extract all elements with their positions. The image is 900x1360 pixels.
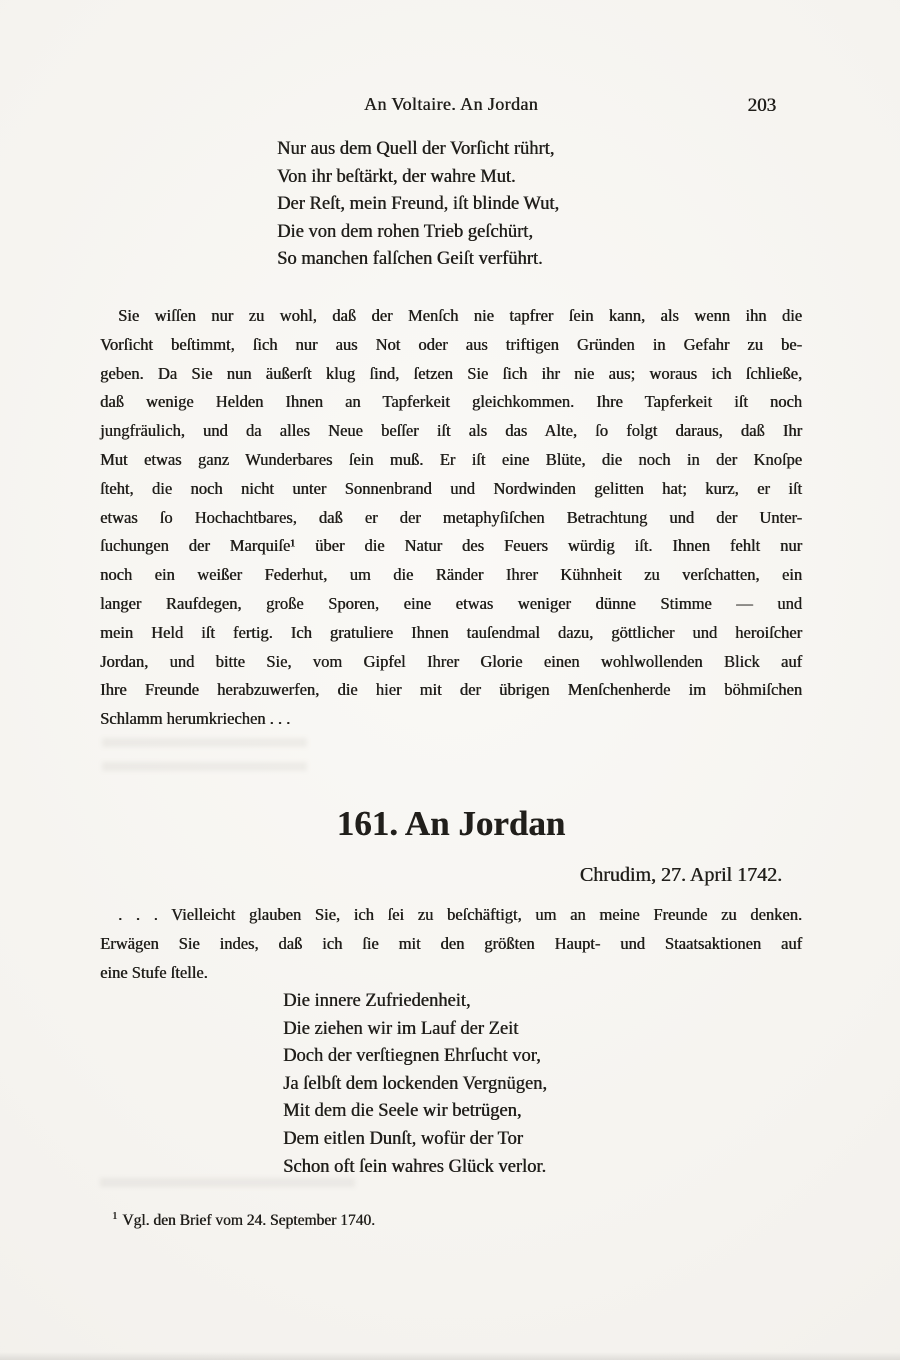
text-line: langer Raufdegen, große Sporen, eine etwas weniger dünne Stimme — und [100,593,802,613]
text-line: mein Held iſt fertig. Ich gratuliere Ihnen tauſendmal dazu, göttlicher und heroiſcher [100,622,802,642]
letter-opening-paragraph [100,900,802,987]
text-line: Ihre Freunde herabzuwerfen, die hier mit der übrigen Menſchenherde im böhmiſchen [100,680,802,700]
footnote-marker: 1 [112,1211,118,1222]
letter-dateline: Chrudim, 27. April 1742. [579,864,782,886]
poem-line: Mit dem die Seele wir betrügen, [283,1101,522,1122]
text-line: jungfräulich, und da alles Neue beſſer iſt als das Alte, ſo folgt daraus, daß Ihr [100,421,802,441]
running-header-title: An Voltaire. An Jordan [363,94,539,114]
text-line: . . . Vielleicht glauben Sie, ich ſei zu beſchäftigt, um an meine Freunde zu denken. [118,905,802,924]
text-line: Sie wiſſen nur zu wohl, daß der Menſch nie tapfrer ſein kann, als wenn ihn die [118,306,802,325]
text-line: ſuchungen der Marquiſe¹ über die Natur des Feuers würdig iſt. Ihnen fehlt nur [100,536,802,556]
poem-line: Nur aus dem Quell der Vorſicht rührt, [277,139,555,159]
text-line: daß wenige Helden Ihnen an Tapferkeit gleichkommen. Ihre Tapferkeit iſt noch [100,392,802,412]
footnote-text: Vgl. den Brief vom 24. September 1740. [122,1212,375,1230]
text-line: noch ein weißer Federhut, um die Ränder Ihrer Kühnheit zu verſchatten, ein [100,565,802,585]
text-line: Vorſicht beſtimmt, ſich nur aus Not oder aus triftigen Gründen in Gefahr zu be- [100,334,802,354]
letter-heading: 161. An Jordan [336,804,566,843]
text-line: Jordan, und bitte Sie, vom Gipfel Ihrer Glorie einen wohlwollenden Blick auf [100,651,802,671]
text-line: etwas ſo Hochachtbares, daß er der metaphyſiſchen Betrachtung und der Unter- [100,507,802,527]
page-number: 203 [747,95,776,116]
poem-line: Schon oft ſein wahres Glück verlor. [283,1156,547,1177]
poem-line: Doch der verſtiegnen Ehrſucht vor, [283,1046,541,1067]
poem-line: Ja ſelbſt dem lockenden Vergnügen, [283,1073,547,1094]
footnote [112,1206,375,1232]
text-line: ſteht, die noch nicht unter Sonnenbrand und Nordwinden gelitten hat; kurz, er iſt [100,478,802,498]
text-line: Schlamm herumkriechen . . . [100,709,291,729]
poem-line: Die innere Zufriedenheit, [283,991,471,1011]
text-line: eine Stufe ſtelle. [100,963,208,982]
poem-line: Von ihr beſtärkt, der wahre Mut. [277,166,516,187]
poem-line: So manchen falſchen Geiſt verführt. [277,249,543,269]
ink-bleed-through [102,738,307,780]
text-line: geben. Da Sie nun äußerſt klug ſind, ſetzen Sie ſich ihr nie aus; woraus ich ſchließe, [100,363,802,383]
poem-innere-zufriedenheit [283,988,547,1181]
poem-line: Der Reſt, mein Freund, iſt blinde Wut, [277,194,560,214]
poem-line: Die von dem rohen Trieb geſchürt, [277,221,533,242]
poem-line: Die ziehen wir im Lauf der Zeit [283,1018,519,1039]
text-line: Erwägen Sie indes, daß ich ſie mit den größten Haupt- und Staatsaktionen auf [100,934,802,953]
text-line: Mut etwas ganz Wunderbares ſein muß. Er iſt eine Blüte, die noch in der Knoſpe [100,449,802,469]
poem-quell-der-vorsicht [277,136,559,274]
letter-body-paragraph [100,302,802,734]
poem-line: Dem eitlen Dunſt, wofür der Tor [283,1128,523,1149]
